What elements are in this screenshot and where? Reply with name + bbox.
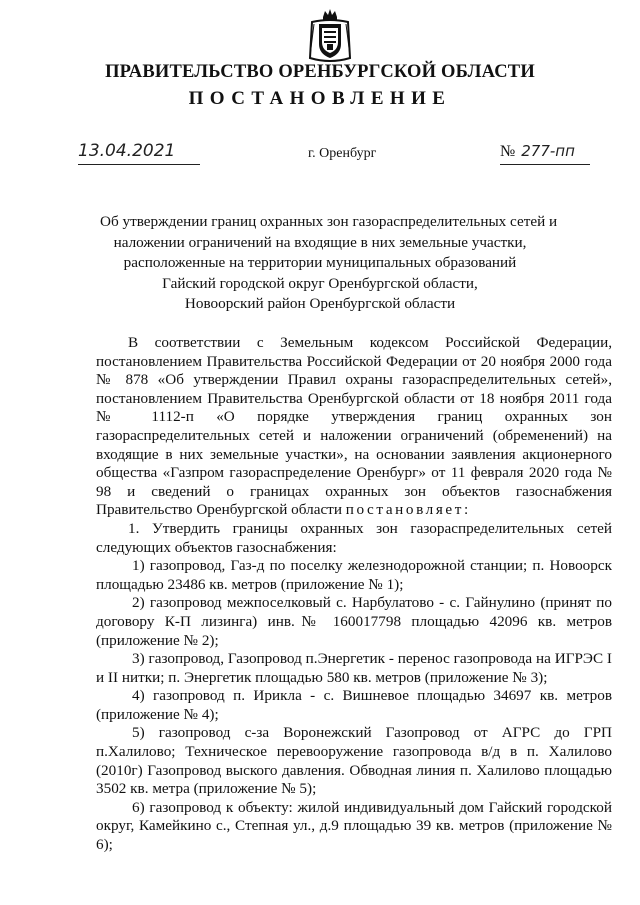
preamble-text: В соответствии с Земельным кодексом Российской Федерации, постановлением Правительства Российской Федерации от 20 ноября 2000 года № 878 «Об утверждении Правил охраны газораспределительных сетей», постановлением Правительства Оренбургской области от 18 ноября 2011 года № 1112-п «О порядке утверждения границ охранных зон газораспределительных сетей и наложении ограничений (обременений) на входящие в них земельные участки», на основании заявления акционерного общества «Газпром газораспределение Оренбург» от 11 февраля 2020 года № 98 и сведений о границах охранных зон объектов газоснабжения Правительство Оренбургской области xyxy=(96,334,612,519)
decree-number xyxy=(500,140,590,165)
decree-date: 13.04.2021 xyxy=(78,140,200,165)
decree-body xyxy=(96,334,612,855)
preamble-paragraph xyxy=(96,334,612,520)
number-sign: № xyxy=(500,143,516,160)
subitem-6: 6) газопровод к объекту: жилой индивидуальный дом Гайский городской округ, Камейкино с., Степная ул., д.9 площадью 39 кв. метров (приложение № 6); xyxy=(96,798,612,854)
title-line: Новоорский район Оренбургской области xyxy=(184,295,456,312)
subitem-2: 2) газопровод межпоселковый с. Нарбулатово - с. Гайнулино (принят по договору К-П лизинга) инв.№ 160017798 площадью 42096 кв. метров (приложение № 2); xyxy=(96,594,612,649)
government-name: ПРАВИТЕЛЬСТВО ОРЕНБУРГСКОЙ ОБЛАСТИ xyxy=(105,62,535,82)
title-line: Об утверждении границ охранных зон газораспределительных сетей и xyxy=(100,213,558,230)
resolves-phrase: постановляет: xyxy=(345,501,471,519)
subitem-1: 1) газопровод, Газ-д по поселку железнодорожной станции; п. Новоорск площадью 23486 кв. метров (приложение № 1); xyxy=(96,557,612,593)
subitem-4: 4) газопровод п. Ирикла - с. Вишневое площадью 34697 кв. метров (приложение № 4); xyxy=(96,687,612,723)
subitem-3: 3) газопровод, Газопровод п.Энергетик - перенос газопровода на ИГРЭС I и II нитки; п. Энергетик площадью 580 кв. метров (приложение № 3); xyxy=(96,650,612,686)
title-line: Гайский городской округ Оренбургской области, xyxy=(162,274,478,292)
coat-of-arms-emblem xyxy=(306,8,354,64)
subitem-5: 5) газопровод с-за Воронежский Газопровод от АГРС до ГРП п.Халилово; Техническое перевооружение газопровода в/д в п. Халилово (2010г) Газопровод выского давления. Обводная линия п. Халилово площадью 3502 кв. метра (приложение № 5); xyxy=(96,724,612,798)
decree-title xyxy=(100,212,558,315)
document-type: ПОСТАНОВЛЕНИЕ xyxy=(188,88,452,109)
decree-city: г. Оренбург xyxy=(308,146,377,161)
number-value: 277-пп xyxy=(521,142,575,160)
item-1: 1. Утвердить границы охранных зон газораспределительных сетей следующих объектов газоснабжения: xyxy=(96,519,612,556)
title-line: наложении ограничений на входящие в них земельные участки, xyxy=(113,233,527,251)
title-line: расположенные на территории муниципальных образований xyxy=(123,254,517,271)
